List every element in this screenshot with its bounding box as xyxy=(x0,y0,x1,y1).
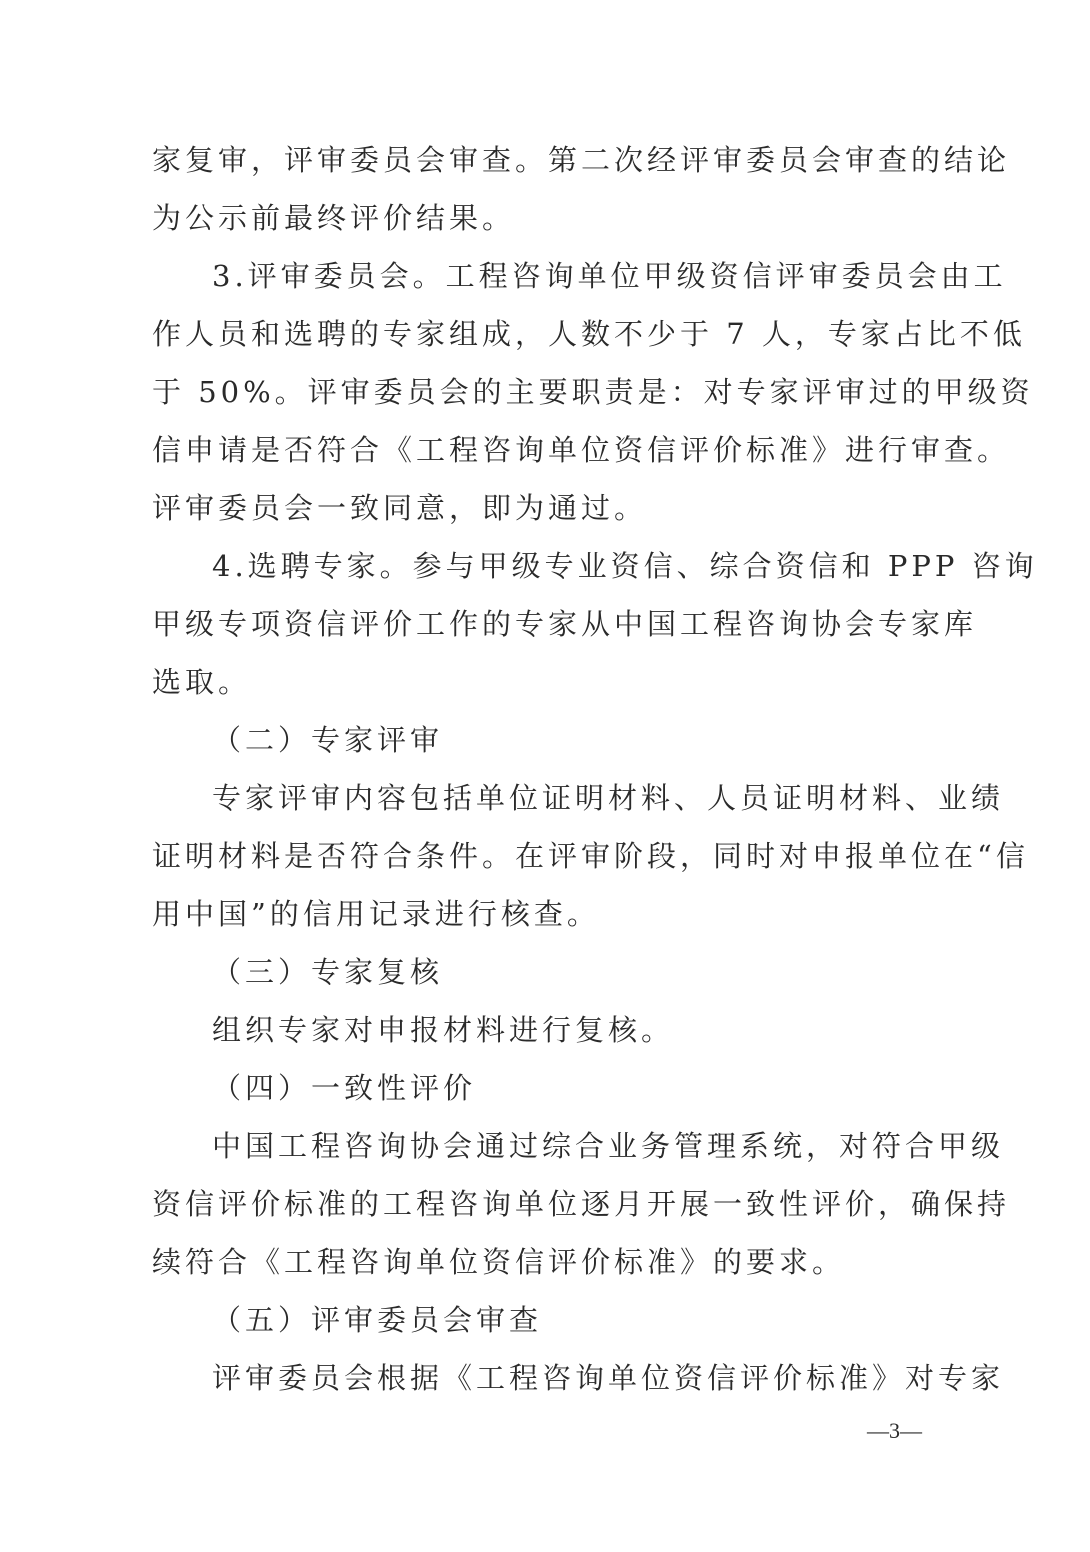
paragraph-4-start: 4.选聘专家。参与甲级专业资信、综合资信和 PPP 咨询 xyxy=(212,549,1038,583)
section-heading-5: （五）评审委员会审查 xyxy=(212,1303,543,1337)
body-text-line: 于 50%。评审委员会的主要职责是：对专家评审过的甲级资 xyxy=(152,375,1034,409)
body-text-line: 中国工程咨询协会通过综合业务管理系统，对符合甲级 xyxy=(212,1129,1005,1163)
section-heading-4: （四）一致性评价 xyxy=(212,1071,477,1105)
body-text-line: 资信评价标准的工程咨询单位逐月开展一致性评价，确保持 xyxy=(152,1187,1011,1221)
body-text-line: 组织专家对申报材料进行复核。 xyxy=(212,1013,675,1047)
body-text-line: 专家评审内容包括单位证明材料、人员证明材料、业绩 xyxy=(212,781,1005,815)
body-text-line: 评审委员会一致同意，即为通过。 xyxy=(152,491,648,525)
body-text-line: 作人员和选聘的专家组成，人数不少于 7 人，专家占比不低 xyxy=(152,317,1026,351)
body-text-line: 评审委员会根据《工程咨询单位资信评价标准》对专家 xyxy=(212,1361,1005,1395)
body-text-line: 信申请是否符合《工程咨询单位资信评价标准》进行审查。 xyxy=(152,433,1011,467)
section-heading-3: （三）专家复核 xyxy=(212,955,444,989)
body-text-line: 甲级专项资信评价工作的专家从中国工程咨询协会专家库 xyxy=(152,607,978,641)
body-text-line: 用中国”的信用记录进行核查。 xyxy=(152,897,600,931)
body-text-line: 家复审，评审委员会审查。第二次经评审委员会审查的结论 xyxy=(152,143,1011,177)
body-text-line: 选取。 xyxy=(152,665,252,699)
body-text-line: 续符合《工程咨询单位资信评价标准》的要求。 xyxy=(152,1245,846,1279)
body-text-line: 为公示前最终评价结果。 xyxy=(152,201,516,235)
body-text-line: 证明材料是否符合条件。在评审阶段，同时对申报单位在“信 xyxy=(152,839,1029,873)
paragraph-3-start: 3.评审委员会。工程咨询单位甲级资信评审委员会由工 xyxy=(212,259,1007,293)
section-heading-2: （二）专家评审 xyxy=(212,723,444,757)
page-number: —3— xyxy=(867,1418,922,1443)
